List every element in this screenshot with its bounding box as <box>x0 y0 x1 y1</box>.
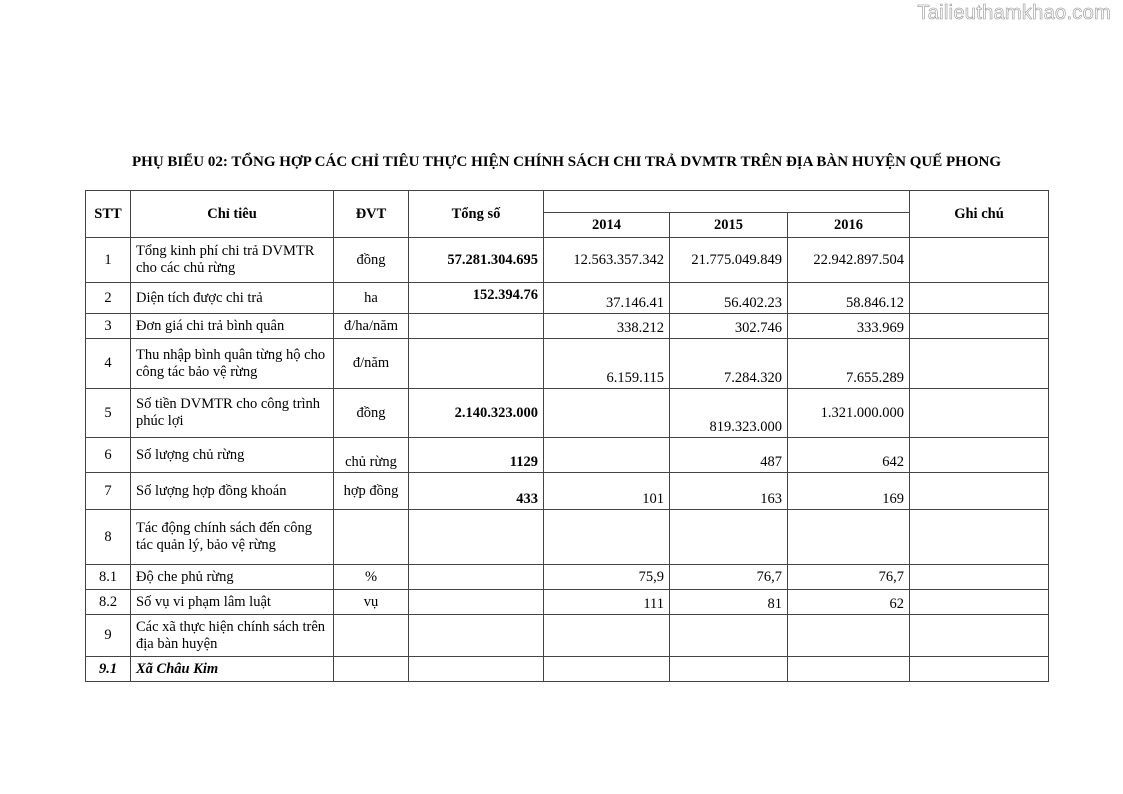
table-row <box>86 339 1049 389</box>
cell-indicator: Số lượng hợp đồng khoán <box>131 473 334 510</box>
cell-stt: 4 <box>86 339 131 389</box>
table-row <box>86 510 1049 565</box>
cell-note <box>910 438 1049 473</box>
cell-unit <box>334 615 409 657</box>
header-year-2016: 2016 <box>788 213 910 238</box>
cell-note <box>910 314 1049 339</box>
cell-indicator: Số tiền DVMTR cho công trình phúc lợi <box>131 389 334 438</box>
cell-2015 <box>670 615 788 657</box>
table-row <box>86 389 1049 438</box>
cell-note <box>910 283 1049 314</box>
watermark-text: Tailieuthamkhao.com <box>917 2 1111 24</box>
table-row <box>86 238 1049 283</box>
cell-2015 <box>670 657 788 682</box>
cell-total <box>409 590 544 615</box>
cell-2016: 642 <box>788 438 910 473</box>
cell-2016: 169 <box>788 473 910 510</box>
cell-2014: 75,9 <box>544 565 670 590</box>
cell-2014: 338.212 <box>544 314 670 339</box>
table-row <box>86 314 1049 339</box>
cell-stt: 5 <box>86 389 131 438</box>
cell-note <box>910 565 1049 590</box>
cell-note <box>910 510 1049 565</box>
cell-indicator: Diện tích được chi trả <box>131 283 334 314</box>
cell-unit: hợp đồng <box>334 473 409 510</box>
cell-2014: 6.159.115 <box>544 339 670 389</box>
header-years-group <box>544 191 910 213</box>
cell-stt: 2 <box>86 283 131 314</box>
cell-stt: 3 <box>86 314 131 339</box>
cell-2015: 302.746 <box>670 314 788 339</box>
cell-unit: chủ rừng <box>334 438 409 473</box>
cell-indicator: Đơn giá chi trả bình quân <box>131 314 334 339</box>
cell-2015: 81 <box>670 590 788 615</box>
cell-2015: 487 <box>670 438 788 473</box>
cell-total: 2.140.323.000 <box>409 389 544 438</box>
header-unit: ĐVT <box>334 191 409 238</box>
cell-2016: 76,7 <box>788 565 910 590</box>
cell-2015: 76,7 <box>670 565 788 590</box>
cell-2016: 22.942.897.504 <box>788 238 910 283</box>
header-stt: STT <box>86 191 131 238</box>
cell-unit: đ/năm <box>334 339 409 389</box>
cell-indicator: Thu nhập bình quân từng hộ cho công tác bảo vệ rừng <box>131 339 334 389</box>
cell-note <box>910 389 1049 438</box>
header-year-2014: 2014 <box>544 213 670 238</box>
cell-stt: 8 <box>86 510 131 565</box>
table-row <box>86 438 1049 473</box>
header-indicator: Chỉ tiêu <box>131 191 334 238</box>
cell-total: 152.394.76 <box>409 283 544 314</box>
cell-stt: 7 <box>86 473 131 510</box>
cell-note <box>910 590 1049 615</box>
header-total: Tổng số <box>409 191 544 238</box>
cell-total <box>409 314 544 339</box>
cell-2015 <box>670 510 788 565</box>
cell-total <box>409 339 544 389</box>
cell-note <box>910 473 1049 510</box>
cell-2015: 7.284.320 <box>670 339 788 389</box>
cell-stt: 6 <box>86 438 131 473</box>
cell-unit: vụ <box>334 590 409 615</box>
cell-unit <box>334 657 409 682</box>
cell-2015: 819.323.000 <box>670 389 788 438</box>
table-row <box>86 473 1049 510</box>
cell-unit: đồng <box>334 238 409 283</box>
cell-indicator: Độ che phủ rừng <box>131 565 334 590</box>
cell-2014 <box>544 657 670 682</box>
cell-total: 57.281.304.695 <box>409 238 544 283</box>
cell-2014: 101 <box>544 473 670 510</box>
cell-note <box>910 615 1049 657</box>
table-row <box>86 283 1049 314</box>
cell-total <box>409 657 544 682</box>
cell-2014 <box>544 389 670 438</box>
cell-2015: 163 <box>670 473 788 510</box>
cell-2016 <box>788 615 910 657</box>
table-row <box>86 565 1049 590</box>
table-row <box>86 615 1049 657</box>
table-row <box>86 657 1049 682</box>
cell-indicator: Tổng kinh phí chi trả DVMTR cho các chủ rừng <box>131 238 334 283</box>
cell-unit: % <box>334 565 409 590</box>
table-row <box>86 590 1049 615</box>
cell-unit: đ/ha/năm <box>334 314 409 339</box>
cell-note <box>910 657 1049 682</box>
cell-note <box>910 238 1049 283</box>
cell-total <box>409 615 544 657</box>
indicators-table <box>85 190 1049 682</box>
cell-2015: 56.402.23 <box>670 283 788 314</box>
cell-2014: 111 <box>544 590 670 615</box>
cell-2016: 1.321.000.000 <box>788 389 910 438</box>
cell-2016: 7.655.289 <box>788 339 910 389</box>
cell-indicator: Tác động chính sách đến công tác quản lý, bảo vệ rừng <box>131 510 334 565</box>
cell-2016: 58.846.12 <box>788 283 910 314</box>
cell-stt: 1 <box>86 238 131 283</box>
cell-stt: 9 <box>86 615 131 657</box>
page-title: PHỤ BIỂU 02: TỔNG HỢP CÁC CHỈ TIÊU THỰC HIỆN CHÍNH SÁCH CHI TRẢ DVMTR TRÊN ĐỊA BÀN HUYỆN QUẾ PHONG <box>132 154 1001 170</box>
cell-total <box>409 565 544 590</box>
cell-unit: ha <box>334 283 409 314</box>
cell-total: 1129 <box>409 438 544 473</box>
header-note: Ghi chú <box>910 191 1049 238</box>
cell-2016: 62 <box>788 590 910 615</box>
cell-total <box>409 510 544 565</box>
cell-note <box>910 339 1049 389</box>
cell-stt: 8.2 <box>86 590 131 615</box>
cell-2014 <box>544 510 670 565</box>
cell-total: 433 <box>409 473 544 510</box>
cell-2014 <box>544 438 670 473</box>
cell-indicator: Xã Châu Kim <box>131 657 334 682</box>
cell-2014: 37.146.41 <box>544 283 670 314</box>
cell-2016 <box>788 510 910 565</box>
cell-indicator: Các xã thực hiện chính sách trên địa bàn huyện <box>131 615 334 657</box>
cell-2014 <box>544 615 670 657</box>
cell-indicator: Số lượng chủ rừng <box>131 438 334 473</box>
cell-indicator: Số vụ vi phạm lâm luật <box>131 590 334 615</box>
cell-unit: đồng <box>334 389 409 438</box>
cell-stt: 8.1 <box>86 565 131 590</box>
cell-2015: 21.775.049.849 <box>670 238 788 283</box>
cell-2016: 333.969 <box>788 314 910 339</box>
cell-stt: 9.1 <box>86 657 131 682</box>
cell-unit <box>334 510 409 565</box>
cell-2014: 12.563.357.342 <box>544 238 670 283</box>
cell-2016 <box>788 657 910 682</box>
header-year-2015: 2015 <box>670 213 788 238</box>
